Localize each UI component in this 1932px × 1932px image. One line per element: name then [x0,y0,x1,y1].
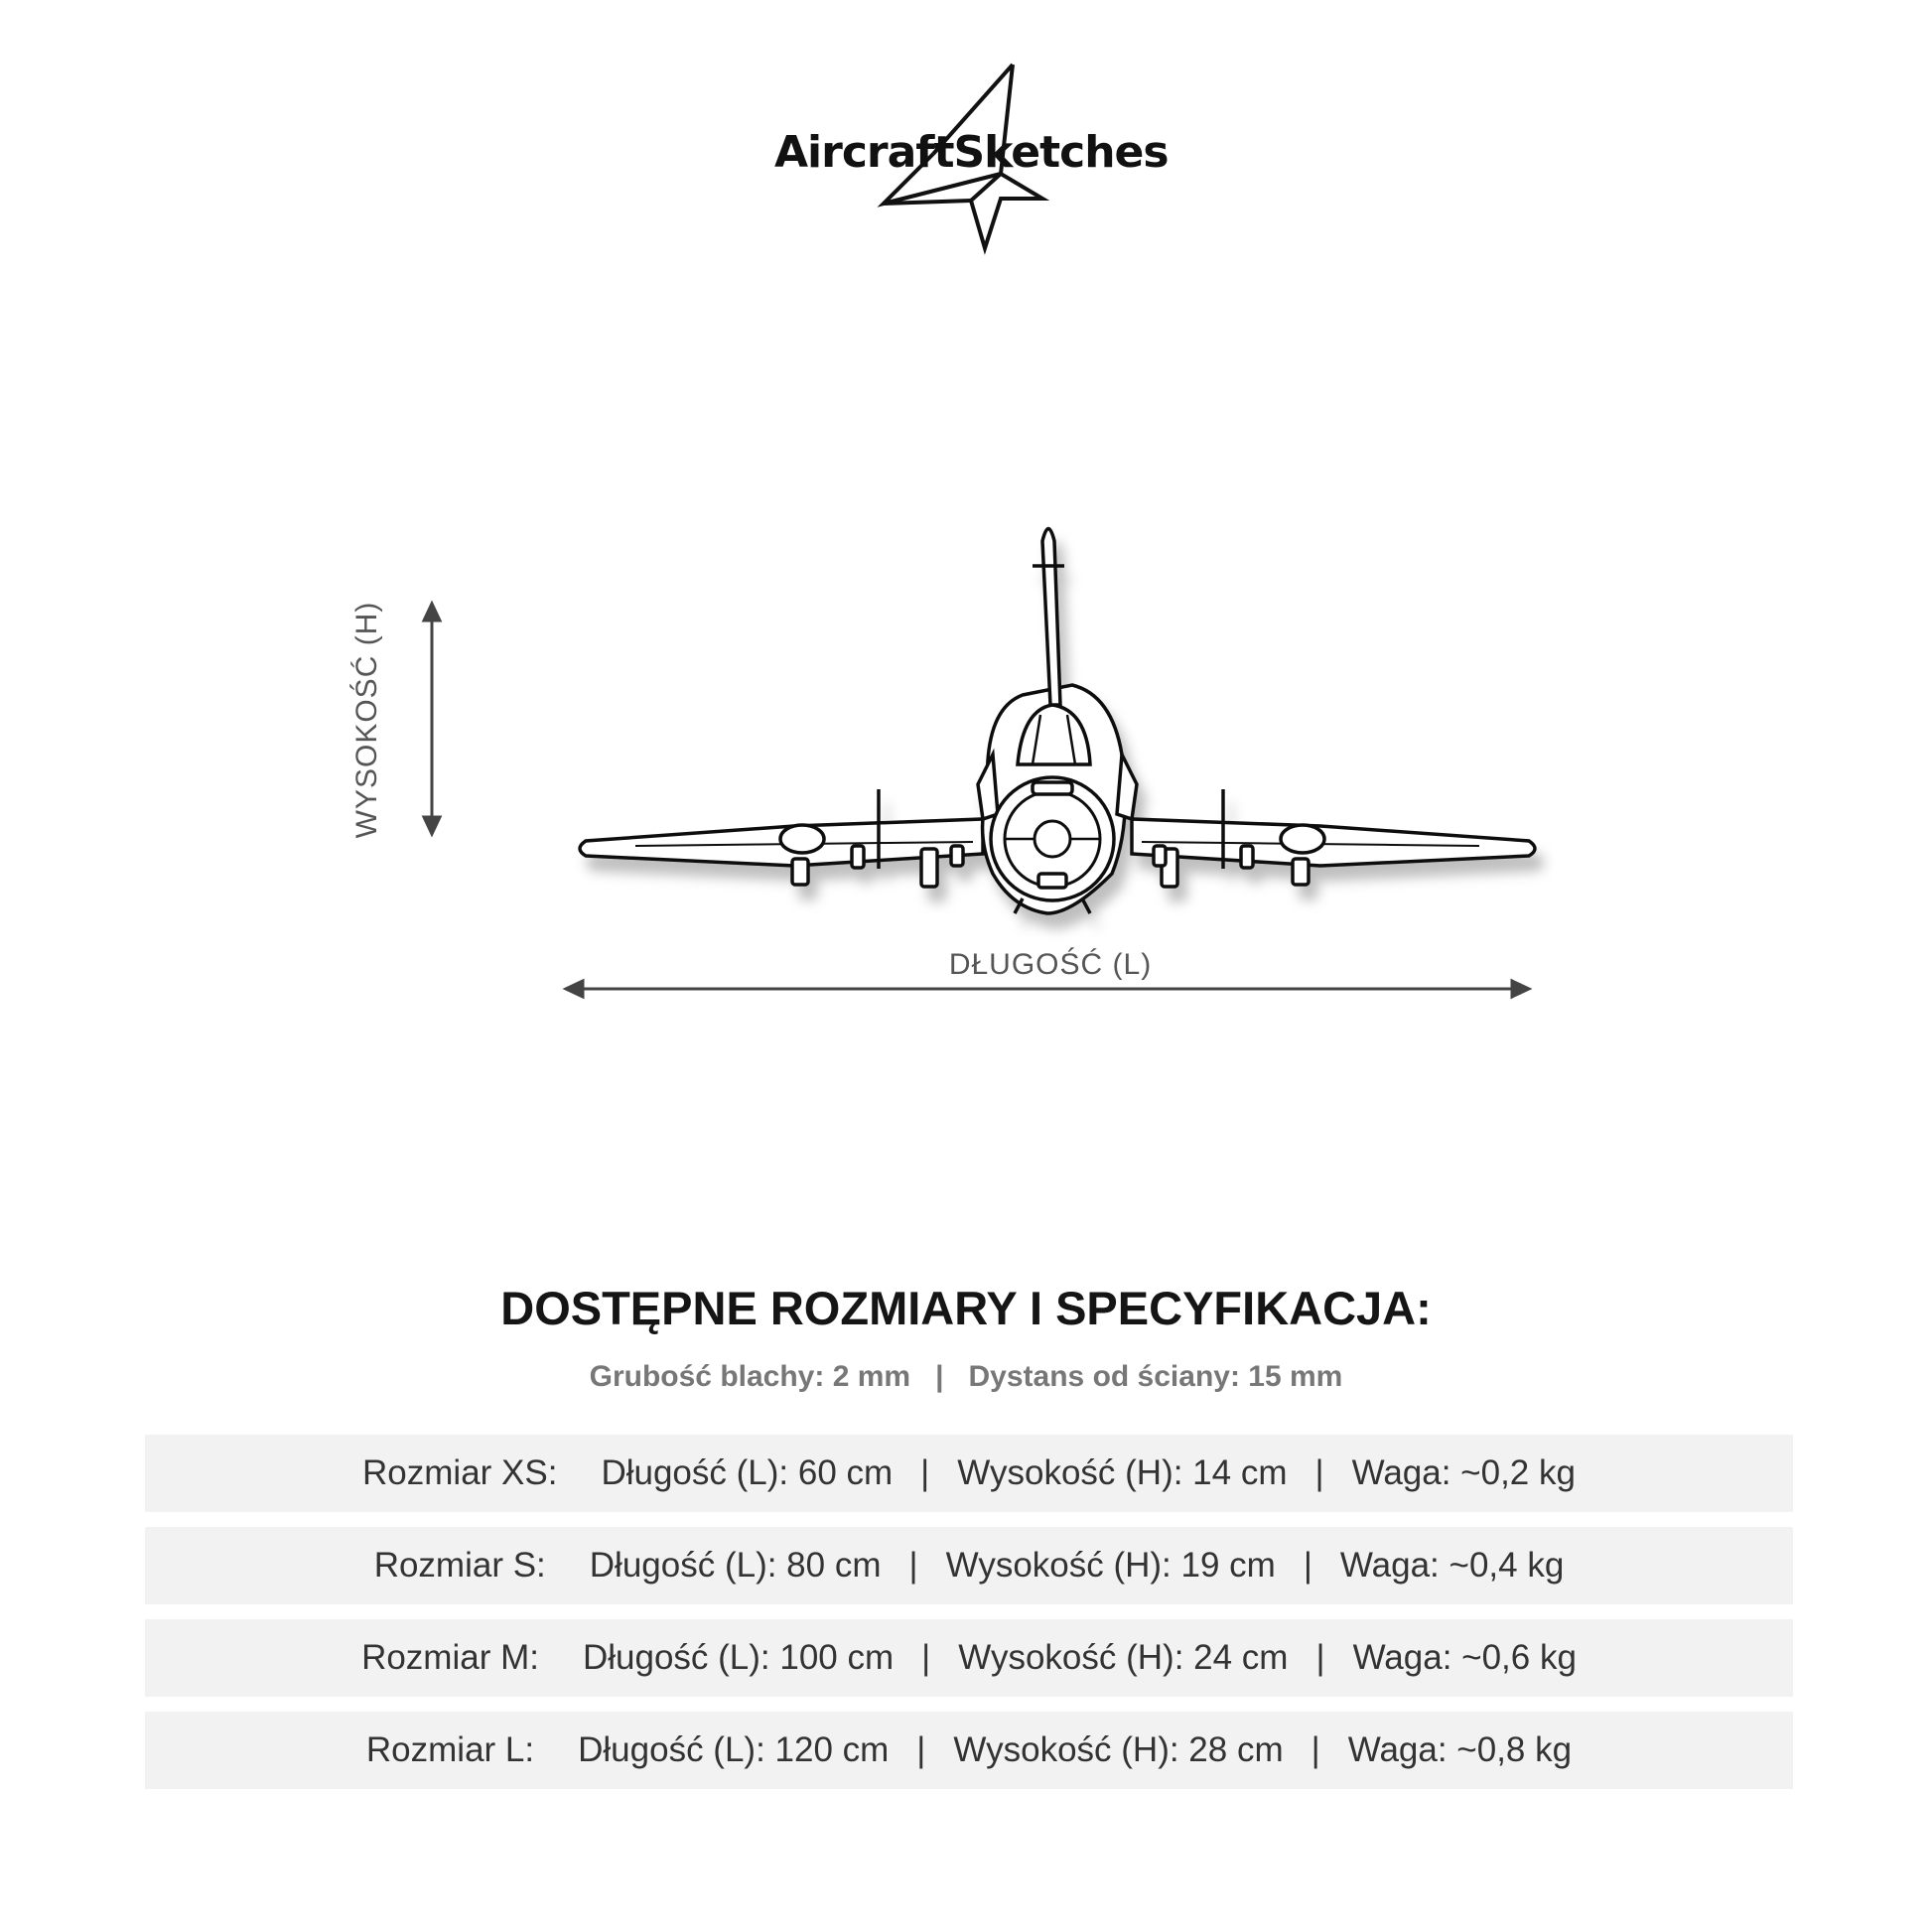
size-weight: Waga: ~0,8 kg [1347,1730,1573,1769]
separator: | [1311,1730,1320,1769]
size-height: Wysokość (H): 19 cm [945,1546,1276,1585]
size-height: Wysokość (H): 28 cm [953,1730,1284,1769]
subtitle-separator: | [935,1360,944,1393]
sizes-table [145,1435,1793,1804]
logo-text: AircraftSketches [774,127,1169,178]
specs-title: DOSTĘPNE ROZMIARY I SPECYFIKACJA: [500,1282,1432,1334]
size-weight: Waga: ~0,4 kg [1339,1546,1565,1585]
distance-value: Dystans od ściany: 15 mm [968,1360,1343,1393]
aircraft-silhouette [580,529,1535,914]
size-row-s [145,1527,1793,1604]
size-name: Rozmiar S: [373,1546,546,1585]
height-label: WYSOKOŚĆ (H) [350,601,383,839]
size-row-m [145,1619,1793,1697]
height-arrow [424,604,440,834]
size-row-l [145,1712,1793,1789]
size-length: Długość (L): 120 cm [578,1730,890,1769]
separator: | [921,1638,931,1677]
separator: | [1315,1638,1325,1677]
specs-subtitle [0,1360,1932,1394]
separator: | [920,1453,930,1492]
separator: | [1314,1453,1324,1492]
size-name: Rozmiar XS: [362,1453,558,1492]
size-name: Rozmiar M: [361,1638,539,1677]
size-length: Długość (L): 60 cm [601,1453,894,1492]
size-weight: Waga: ~0,2 kg [1351,1453,1576,1492]
size-weight: Waga: ~0,6 kg [1352,1638,1577,1677]
thickness-value: Grubość blachy: 2 mm [589,1360,911,1393]
length-label: DŁUGOŚĆ (L) [948,948,1153,981]
separator: | [916,1730,926,1769]
separator: | [1303,1546,1312,1585]
size-height: Wysokość (H): 24 cm [958,1638,1289,1677]
size-length: Długość (L): 80 cm [589,1546,882,1585]
size-length: Długość (L): 100 cm [582,1638,895,1677]
length-arrow [566,981,1529,997]
size-height: Wysokość (H): 14 cm [957,1453,1288,1492]
size-name: Rozmiar L: [365,1730,535,1769]
size-row-xs [145,1435,1793,1512]
separator: | [908,1546,918,1585]
tail-fin [1042,529,1060,706]
